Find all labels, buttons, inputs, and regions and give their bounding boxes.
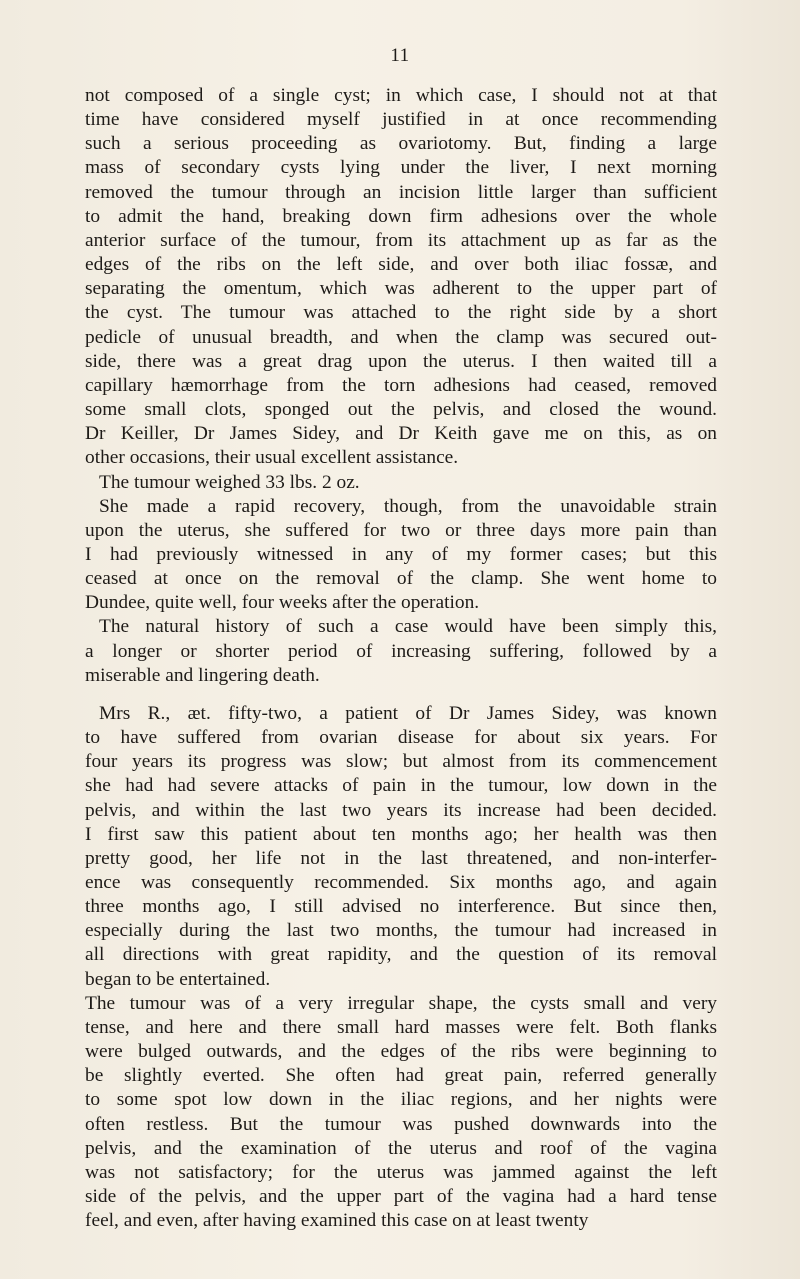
text-line: to have suffered from ovarian disease for about six years. For — [85, 727, 717, 749]
text-line: the cyst. The tumour was attached to the right side by a short — [85, 302, 717, 324]
text-line: edges of the ribs on the left side, and over both iliac fossæ, and — [85, 254, 717, 276]
text-line: a longer or shorter period of increasing suffering, followed by a — [85, 640, 717, 662]
text-line: upon the uterus, she suffered for two or three days more pain than — [85, 519, 717, 541]
text-line: I first saw this patient about ten months ago; her health was then — [85, 823, 717, 845]
text-line: The natural history of such a case would have been simply this, — [99, 616, 717, 638]
text-line: pretty good, her life not in the last threatened, and non-interfer- — [85, 847, 717, 869]
text-line: The tumour weighed 33 lbs. 2 oz. — [99, 471, 360, 493]
text-line: Dr Keiller, Dr James Sidey, and Dr Keith gave me on this, as on — [85, 423, 717, 445]
text-line: mass of secondary cysts lying under the liver, I next morning — [85, 157, 717, 179]
text-line: feel, and even, after having examined this case on at least twenty — [85, 1210, 589, 1232]
paragraph — [85, 702, 717, 992]
text-line: ence was consequently recommended. Six months ago, and again — [85, 872, 717, 893]
text-line: pelvis, and the examination of the uterus and roof of the vagina — [85, 1137, 717, 1159]
text-line: tense, and here and there small hard masses were felt. Both flanks — [85, 1016, 717, 1038]
text-line: be slightly everted. She often had great pain, referred generally — [85, 1065, 717, 1087]
text-line: to some spot low down in the iliac regions, and her nights were — [85, 1089, 717, 1111]
text-line: anterior surface of the tumour, from its attachment up as far as the — [85, 229, 717, 251]
text-line: not composed of a single cyst; in which case, I should not at that — [85, 85, 717, 106]
text-line: The tumour was of a very irregular shape, the cysts small and very — [85, 992, 717, 1014]
text-line: she had had severe attacks of pain in the tumour, low down in the — [85, 775, 717, 797]
text-line: especially during the last two months, the tumour had increased in — [85, 920, 717, 942]
page-number: 11 — [390, 45, 410, 66]
text-line: miserable and lingering death. — [85, 664, 320, 686]
text-line: to admit the hand, breaking down firm adhesions over the whole — [85, 205, 717, 227]
text-line: such a serious proceeding as ovariotomy. But, finding a large — [85, 133, 717, 155]
text-line: side of the pelvis, and the upper part of the vagina had a hard tense — [85, 1186, 717, 1208]
text-line: all directions with great rapidity, and the question of its removal — [85, 944, 717, 966]
text-line: Dundee, quite well, four weeks after the operation. — [85, 592, 480, 614]
text-line: removed the tumour through an incision little larger than sufficient — [85, 181, 717, 203]
text-line: Mrs R., æt. fifty-two, a patient of Dr James Sidey, was known — [99, 702, 717, 724]
paragraph — [85, 992, 717, 1234]
text-line: pedicle of unusual breadth, and when the clamp was secured out- — [85, 326, 717, 348]
text-line: began to be entertained. — [85, 968, 271, 990]
text-line: pelvis, and within the last two years its increase had been decided. — [85, 799, 717, 821]
text-line: some small clots, sponged out the pelvis, and closed the wound. — [85, 399, 717, 421]
text-line: I had previously witnessed in any of my former cases; but this — [85, 543, 717, 565]
text-line: three months ago, I still advised no interference. But since then, — [85, 896, 717, 918]
text-line: capillary hæmorrhage from the torn adhesions had ceased, removed — [85, 374, 717, 396]
text-line: She made a rapid recovery, though, from the unavoidable strain — [99, 495, 717, 517]
text-line: other occasions, their usual excellent assistance. — [85, 447, 459, 469]
paragraph — [85, 471, 717, 495]
paragraph — [85, 84, 717, 471]
text-line: four years its progress was slow; but almost from its commencement — [85, 751, 717, 773]
body-text — [85, 84, 717, 1233]
text-line: separating the omentum, which was adherent to the upper part of — [85, 278, 717, 300]
paragraph — [85, 495, 717, 616]
text-line: were bulged outwards, and the edges of the ribs were beginning to — [85, 1041, 717, 1063]
text-line: side, there was a great drag upon the uterus. I then waited till a — [85, 350, 717, 372]
paragraph — [85, 615, 717, 687]
text-line: time have considered myself justified in at once recommending — [85, 109, 717, 131]
text-line: was not satisfactory; for the uterus was jammed against the left — [85, 1161, 717, 1183]
text-line: often restless. But the tumour was pushed downwards into the — [85, 1113, 717, 1135]
text-line: ceased at once on the removal of the clamp. She went home to — [85, 568, 717, 590]
